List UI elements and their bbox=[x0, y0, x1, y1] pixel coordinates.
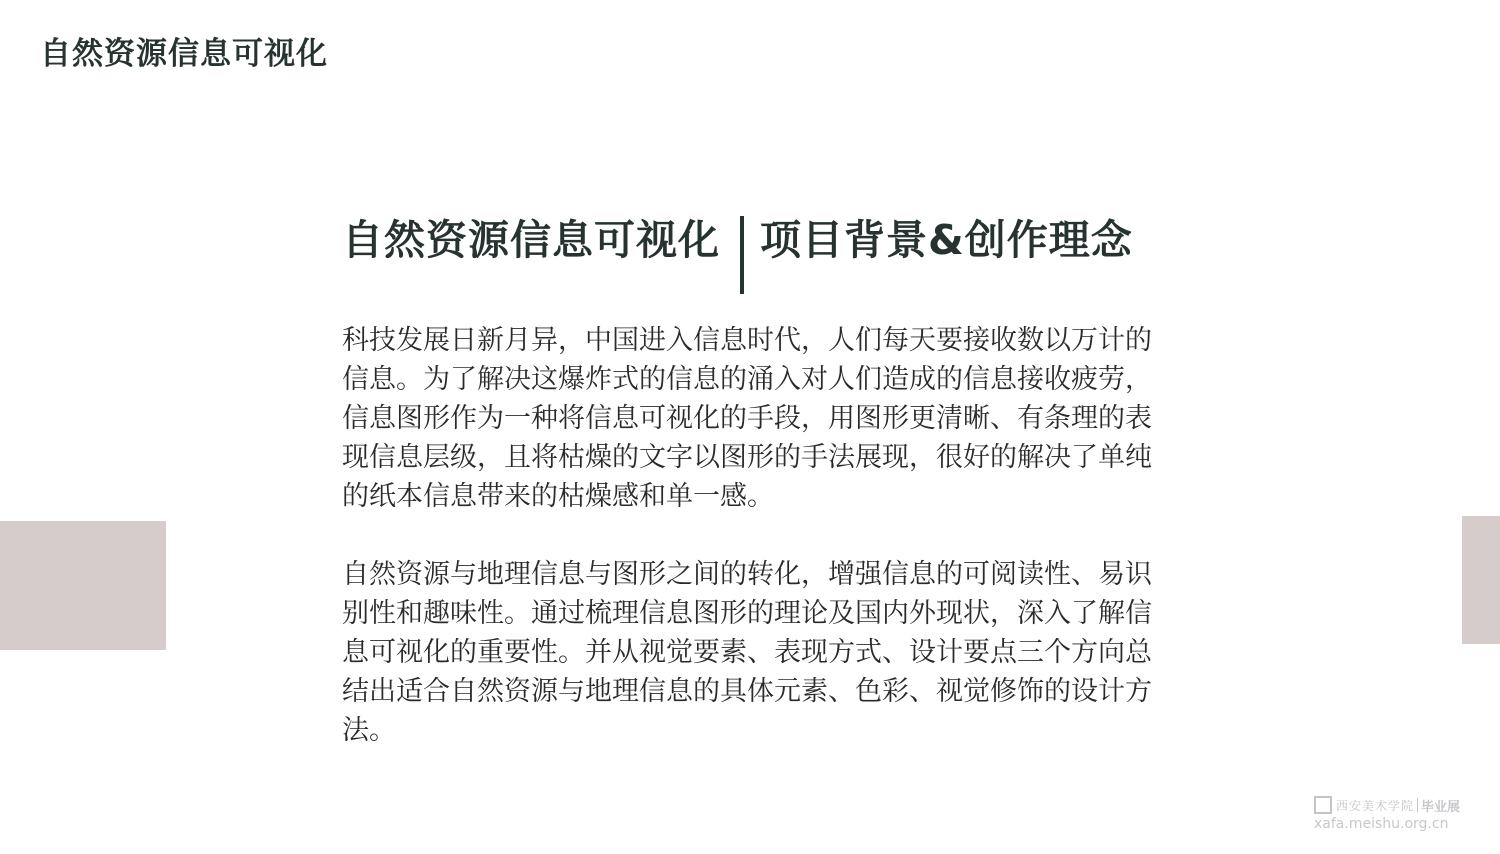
watermark-logo bbox=[1314, 795, 1474, 815]
watermark-show: 毕业展 bbox=[1421, 799, 1461, 815]
slide-heading bbox=[342, 212, 1133, 292]
heading-right: 项目背景&创作理念 bbox=[760, 216, 1133, 264]
paragraph-concept: 自然资源与地理信息与图形之间的转化，增强信息的可阅读性、易识别性和趣味性。通过梳理信息图形的理论及国内外现状，深入了解信息可视化的重要性。并从视觉要素、表现方式、设计要点三个方向总结出适合自然资源与地理信息的具体元素、色彩、视觉修饰的设计方法。 bbox=[342, 559, 1152, 746]
decorative-block-right bbox=[1462, 516, 1500, 644]
seal-icon bbox=[1314, 796, 1332, 814]
corner-title: 自然资源信息可视化 bbox=[40, 36, 328, 72]
watermark-school: 西安美术学院 bbox=[1336, 798, 1415, 813]
heading-divider bbox=[740, 216, 744, 294]
decorative-block-left bbox=[0, 521, 166, 650]
watermark-url: xafa.meishu.org.cn bbox=[1314, 816, 1449, 832]
paragraph-background: 科技发展日新月异，中国进入信息时代，人们每天要接收数以万计的信息。为了解决这爆炸式的信息的涌入对人们造成的信息接收疲劳，信息图形作为一种将信息可视化的手段，用图形更清晰、有条理的表现信息层级，且将枯燥的文字以图形的手法展现，很好的解决了单纯的纸本信息带来的枯燥感和单一感。 bbox=[342, 325, 1152, 512]
heading-left: 自然资源信息可视化 bbox=[342, 216, 720, 264]
body-text bbox=[342, 321, 1162, 750]
watermark-separator bbox=[1417, 798, 1418, 812]
watermark bbox=[1314, 795, 1474, 835]
